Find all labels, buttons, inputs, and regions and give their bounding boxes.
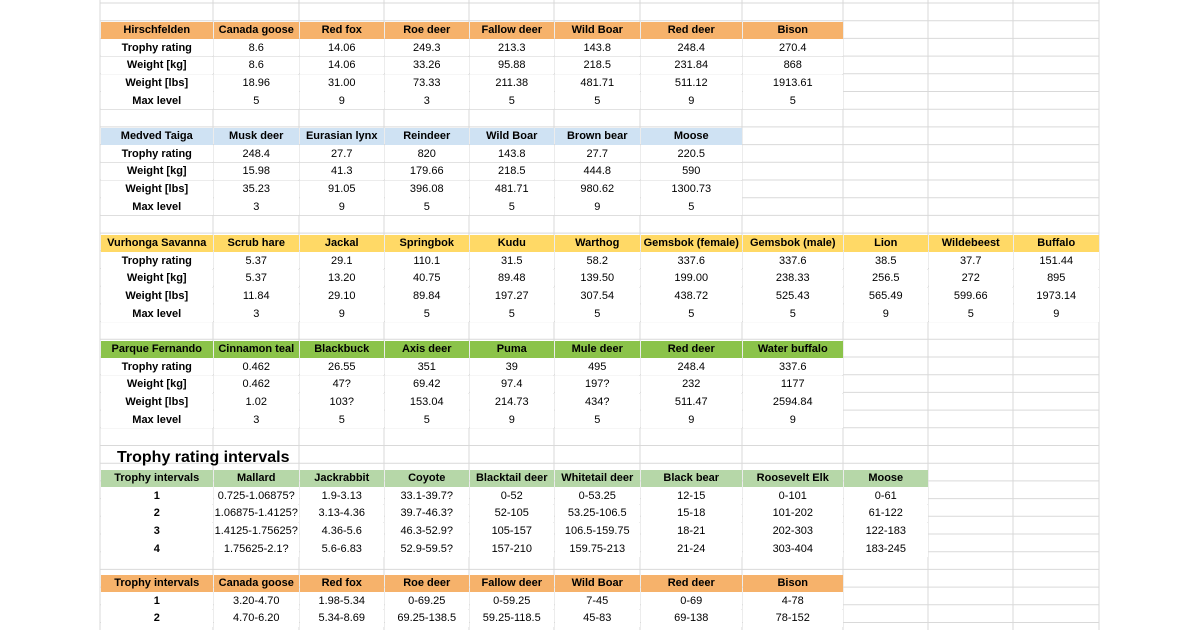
vurhonga-savanna-value-cell: 139.50 <box>555 270 641 287</box>
parque-fernando-value-cell: 9 <box>641 411 743 428</box>
hirschfelden-value-cell: 14.06 <box>300 39 385 56</box>
hirschfelden-value-cell: 9 <box>641 92 743 109</box>
vurhonga-savanna-value-cell: 5.37 <box>214 270 300 287</box>
parque-fernando-value-cell: 47? <box>300 376 385 393</box>
parque-fernando-value-cell: 434? <box>555 394 641 411</box>
medved-taiga-header-cell: Wild Boar <box>470 128 555 145</box>
parque-fernando-header-cell: Red deer <box>641 341 743 358</box>
intervals-layton-value-cell: 1.9-3.13 <box>300 487 385 504</box>
intervals-layton-value-cell: 52.9-59.5? <box>385 540 470 557</box>
intervals-hirschfelden-value-cell: 7-45 <box>555 592 641 609</box>
intervals-layton-header-cell: Moose <box>844 470 929 487</box>
hirschfelden-value-cell: 5 <box>214 92 300 109</box>
intervals-hirschfelden-value-cell: 69.25-138.5 <box>385 610 470 627</box>
medved-taiga-value-cell: 9 <box>555 198 641 215</box>
hirschfelden-value-cell: 868 <box>743 57 844 74</box>
intervals-layton-value-cell: 3.13-4.36 <box>300 505 385 522</box>
hirschfelden-value-cell: 211.38 <box>470 75 555 92</box>
vurhonga-savanna-header-cell: Lion <box>844 235 929 252</box>
medved-taiga-row-label: Weight [kg] <box>101 163 214 180</box>
parque-fernando-header-cell: Water buffalo <box>743 341 844 358</box>
intervals-layton-value-cell: 105-157 <box>470 523 555 540</box>
medved-taiga-value-cell: 248.4 <box>214 145 300 162</box>
intervals-layton-row-label: 1 <box>101 487 214 504</box>
intervals-hirschfelden-header-cell: Bison <box>743 575 844 592</box>
intervals-layton-value-cell: 39.7-46.3? <box>385 505 470 522</box>
hirschfelden-value-cell: 270.4 <box>743 39 844 56</box>
vurhonga-savanna-row-label: Weight [lbs] <box>101 288 214 305</box>
hirschfelden-value-cell: 3 <box>385 92 470 109</box>
intervals-layton-value-cell: 0-53.25 <box>555 487 641 504</box>
vurhonga-savanna-value-cell: 89.48 <box>470 270 555 287</box>
medved-taiga-value-cell: 41.3 <box>300 163 385 180</box>
intervals-layton-value-cell: 159.75-213 <box>555 540 641 557</box>
intervals-hirschfelden-header-cell: Red deer <box>641 575 743 592</box>
parque-fernando-header-cell: Puma <box>470 341 555 358</box>
intervals-hirschfelden-value-cell: 4.70-6.20 <box>214 610 300 627</box>
intervals-hirschfelden-value-cell: 78-152 <box>743 610 844 627</box>
parque-fernando-value-cell: 232 <box>641 376 743 393</box>
vurhonga-savanna-value-cell: 197.27 <box>470 288 555 305</box>
vurhonga-savanna-value-cell: 151.44 <box>1014 252 1100 269</box>
hirschfelden-value-cell: 14.06 <box>300 57 385 74</box>
vurhonga-savanna-value-cell: 110.1 <box>385 252 470 269</box>
hirschfelden-value-cell: 33.26 <box>385 57 470 74</box>
intervals-layton-value-cell: 0-101 <box>743 487 844 504</box>
intervals-hirschfelden-value-cell: 3.20-4.70 <box>214 592 300 609</box>
parque-fernando-row-label: Weight [kg] <box>101 376 214 393</box>
intervals-layton-value-cell: 1.06875-1.4125? <box>214 505 300 522</box>
medved-taiga-value-cell: 3 <box>214 198 300 215</box>
intervals-layton-value-cell: 157-210 <box>470 540 555 557</box>
medved-taiga-value-cell: 179.66 <box>385 163 470 180</box>
hirschfelden-value-cell: 1913.61 <box>743 75 844 92</box>
intervals-hirschfelden-value-cell: 59.25-118.5 <box>470 610 555 627</box>
parque-fernando-header-cell: Blackbuck <box>300 341 385 358</box>
parque-fernando-value-cell: 5 <box>385 411 470 428</box>
vurhonga-savanna-value-cell: 37.7 <box>929 252 1014 269</box>
medved-taiga-value-cell: 220.5 <box>641 145 743 162</box>
vurhonga-savanna-value-cell: 256.5 <box>844 270 929 287</box>
vurhonga-savanna-value-cell: 58.2 <box>555 252 641 269</box>
intervals-layton-value-cell: 202-303 <box>743 523 844 540</box>
medved-taiga-value-cell: 980.62 <box>555 181 641 198</box>
intervals-hirschfelden-header-cell: Fallow deer <box>470 575 555 592</box>
parque-fernando-value-cell: 5 <box>555 411 641 428</box>
medved-taiga-header-cell: Eurasian lynx <box>300 128 385 145</box>
parque-fernando-value-cell: 1.02 <box>214 394 300 411</box>
medved-taiga-value-cell: 27.7 <box>555 145 641 162</box>
medved-taiga-value-cell: 481.71 <box>470 181 555 198</box>
hirschfelden-value-cell: 9 <box>300 92 385 109</box>
vurhonga-savanna-value-cell: 895 <box>1014 270 1100 287</box>
vurhonga-savanna-value-cell: 599.66 <box>929 288 1014 305</box>
hirschfelden-value-cell: 249.3 <box>385 39 470 56</box>
vurhonga-savanna-value-cell: 13.20 <box>300 270 385 287</box>
hirschfelden-header-cell: Red deer <box>641 22 743 39</box>
hirschfelden-value-cell: 511.12 <box>641 75 743 92</box>
intervals-hirschfelden-header-cell: Wild Boar <box>555 575 641 592</box>
parque-fernando-value-cell: 9 <box>470 411 555 428</box>
vurhonga-savanna-row-label: Weight [kg] <box>101 270 214 287</box>
vurhonga-savanna-value-cell: 9 <box>844 305 929 322</box>
parque-fernando-row-label: Trophy rating <box>101 358 214 375</box>
hirschfelden-value-cell: 5 <box>555 92 641 109</box>
vurhonga-savanna-value-cell: 40.75 <box>385 270 470 287</box>
medved-taiga-value-cell: 590 <box>641 163 743 180</box>
parque-fernando-header-cell: Axis deer <box>385 341 470 358</box>
hirschfelden-value-cell: 231.84 <box>641 57 743 74</box>
intervals-layton-title-cell: Trophy intervals <box>101 470 214 487</box>
intervals-layton-row-label: 2 <box>101 505 214 522</box>
parque-fernando-value-cell: 0.462 <box>214 358 300 375</box>
intervals-layton-value-cell: 61-122 <box>844 505 929 522</box>
parque-fernando-header-cell: Cinnamon teal <box>214 341 300 358</box>
parque-fernando-header-cell: Mule deer <box>555 341 641 358</box>
hirschfelden-value-cell: 143.8 <box>555 39 641 56</box>
hirschfelden-value-cell: 73.33 <box>385 75 470 92</box>
medved-taiga-row-label: Trophy rating <box>101 145 214 162</box>
medved-taiga-header-cell: Moose <box>641 128 743 145</box>
hirschfelden-value-cell: 5 <box>743 92 844 109</box>
medved-taiga-value-cell: 9 <box>300 198 385 215</box>
vurhonga-savanna-value-cell: 5 <box>555 305 641 322</box>
intervals-hirschfelden-row-label: 2 <box>101 610 214 627</box>
intervals-layton-value-cell: 53.25-106.5 <box>555 505 641 522</box>
vurhonga-savanna-value-cell: 89.84 <box>385 288 470 305</box>
medved-taiga-header-cell: Reindeer <box>385 128 470 145</box>
hirschfelden-value-cell: 481.71 <box>555 75 641 92</box>
intervals-layton-row-label: 3 <box>101 523 214 540</box>
intervals-layton-value-cell: 4.36-5.6 <box>300 523 385 540</box>
medved-taiga-value-cell: 5 <box>641 198 743 215</box>
vurhonga-savanna-value-cell: 307.54 <box>555 288 641 305</box>
intervals-layton-value-cell: 183-245 <box>844 540 929 557</box>
parque-fernando-value-cell: 495 <box>555 358 641 375</box>
intervals-layton-value-cell: 0-52 <box>470 487 555 504</box>
vurhonga-savanna-header-cell: Springbok <box>385 235 470 252</box>
intervals-layton-header-cell: Black bear <box>641 470 743 487</box>
medved-taiga-row-label: Weight [lbs] <box>101 181 214 198</box>
vurhonga-savanna-row-label: Max level <box>101 305 214 322</box>
parque-fernando-value-cell: 5 <box>300 411 385 428</box>
hirschfelden-value-cell: 31.00 <box>300 75 385 92</box>
intervals-layton-value-cell: 12-15 <box>641 487 743 504</box>
intervals-hirschfelden-value-cell: 5.34-8.69 <box>300 610 385 627</box>
medved-taiga-value-cell: 218.5 <box>470 163 555 180</box>
vurhonga-savanna-value-cell: 5 <box>470 305 555 322</box>
hirschfelden-header-cell: Bison <box>743 22 844 39</box>
parque-fernando-value-cell: 26.55 <box>300 358 385 375</box>
intervals-hirschfelden-header-cell: Red fox <box>300 575 385 592</box>
hirschfelden-row-label: Weight [lbs] <box>101 75 214 92</box>
medved-taiga-value-cell: 15.98 <box>214 163 300 180</box>
intervals-layton-value-cell: 0.725-1.06875? <box>214 487 300 504</box>
intervals-layton-value-cell: 18-21 <box>641 523 743 540</box>
intervals-hirschfelden-header-cell: Canada goose <box>214 575 300 592</box>
intervals-hirschfelden-value-cell: 0-69.25 <box>385 592 470 609</box>
intervals-layton-value-cell: 33.1-39.7? <box>385 487 470 504</box>
vurhonga-savanna-value-cell: 337.6 <box>743 252 844 269</box>
parque-fernando-value-cell: 0.462 <box>214 376 300 393</box>
medved-taiga-row-label: Max level <box>101 198 214 215</box>
intervals-hirschfelden-value-cell: 45-83 <box>555 610 641 627</box>
vurhonga-savanna-value-cell: 272 <box>929 270 1014 287</box>
vurhonga-savanna-value-cell: 29.1 <box>300 252 385 269</box>
parque-fernando-value-cell: 337.6 <box>743 358 844 375</box>
intervals-layton-header-cell: Jackrabbit <box>300 470 385 487</box>
vurhonga-savanna-header-cell: Warthog <box>555 235 641 252</box>
hirschfelden-header-cell: Red fox <box>300 22 385 39</box>
intervals-layton-value-cell: 5.6-6.83 <box>300 540 385 557</box>
medved-taiga-value-cell: 143.8 <box>470 145 555 162</box>
hirschfelden-title-cell: Hirschfelden <box>101 22 214 39</box>
medved-taiga-value-cell: 820 <box>385 145 470 162</box>
vurhonga-savanna-header-cell: Scrub hare <box>214 235 300 252</box>
parque-fernando-value-cell: 197? <box>555 376 641 393</box>
parque-fernando-value-cell: 351 <box>385 358 470 375</box>
vurhonga-savanna-value-cell: 525.43 <box>743 288 844 305</box>
hirschfelden-value-cell: 8.6 <box>214 57 300 74</box>
vurhonga-savanna-value-cell: 38.5 <box>844 252 929 269</box>
parque-fernando-value-cell: 2594.84 <box>743 394 844 411</box>
hirschfelden-header-cell: Canada goose <box>214 22 300 39</box>
intervals-section-title: Trophy rating intervals <box>117 449 290 466</box>
hirschfelden-header-cell: Roe deer <box>385 22 470 39</box>
hirschfelden-row-label: Weight [kg] <box>101 57 214 74</box>
hirschfelden-header-cell: Wild Boar <box>555 22 641 39</box>
medved-taiga-title-cell: Medved Taiga <box>101 128 214 145</box>
hirschfelden-header-cell: Fallow deer <box>470 22 555 39</box>
intervals-layton-header-cell: Coyote <box>385 470 470 487</box>
vurhonga-savanna-value-cell: 5 <box>385 305 470 322</box>
vurhonga-savanna-header-cell: Gemsbok (male) <box>743 235 844 252</box>
intervals-layton-value-cell: 122-183 <box>844 523 929 540</box>
medved-taiga-value-cell: 396.08 <box>385 181 470 198</box>
parque-fernando-value-cell: 97.4 <box>470 376 555 393</box>
intervals-hirschfelden-title-cell: Trophy intervals <box>101 575 214 592</box>
vurhonga-savanna-value-cell: 238.33 <box>743 270 844 287</box>
vurhonga-savanna-value-cell: 9 <box>300 305 385 322</box>
intervals-layton-value-cell: 101-202 <box>743 505 844 522</box>
parque-fernando-value-cell: 3 <box>214 411 300 428</box>
intervals-layton-value-cell: 15-18 <box>641 505 743 522</box>
vurhonga-savanna-value-cell: 565.49 <box>844 288 929 305</box>
parque-fernando-row-label: Max level <box>101 411 214 428</box>
intervals-layton-value-cell: 46.3-52.9? <box>385 523 470 540</box>
parque-fernando-value-cell: 69.42 <box>385 376 470 393</box>
parque-fernando-value-cell: 153.04 <box>385 394 470 411</box>
vurhonga-savanna-value-cell: 1973.14 <box>1014 288 1100 305</box>
intervals-layton-row-label: 4 <box>101 540 214 557</box>
vurhonga-savanna-value-cell: 3 <box>214 305 300 322</box>
intervals-layton-header-cell: Whitetail deer <box>555 470 641 487</box>
hirschfelden-value-cell: 8.6 <box>214 39 300 56</box>
medved-taiga-value-cell: 444.8 <box>555 163 641 180</box>
medved-taiga-value-cell: 35.23 <box>214 181 300 198</box>
vurhonga-savanna-value-cell: 337.6 <box>641 252 743 269</box>
vurhonga-savanna-title-cell: Vurhonga Savanna <box>101 235 214 252</box>
vurhonga-savanna-header-cell: Gemsbok (female) <box>641 235 743 252</box>
intervals-layton-value-cell: 1.4125-1.75625? <box>214 523 300 540</box>
intervals-layton-value-cell: 106.5-159.75 <box>555 523 641 540</box>
vurhonga-savanna-value-cell: 31.5 <box>470 252 555 269</box>
parque-fernando-value-cell: 511.47 <box>641 394 743 411</box>
intervals-layton-value-cell: 21-24 <box>641 540 743 557</box>
hirschfelden-value-cell: 213.3 <box>470 39 555 56</box>
parque-fernando-value-cell: 248.4 <box>641 358 743 375</box>
parque-fernando-title-cell: Parque Fernando <box>101 341 214 358</box>
intervals-hirschfelden-value-cell: 0-69 <box>641 592 743 609</box>
medved-taiga-value-cell: 1300.73 <box>641 181 743 198</box>
vurhonga-savanna-value-cell: 9 <box>1014 305 1100 322</box>
intervals-hirschfelden-value-cell: 1.98-5.34 <box>300 592 385 609</box>
medved-taiga-header-cell: Brown bear <box>555 128 641 145</box>
parque-fernando-value-cell: 214.73 <box>470 394 555 411</box>
medved-taiga-value-cell: 27.7 <box>300 145 385 162</box>
hirschfelden-row-label: Max level <box>101 92 214 109</box>
parque-fernando-value-cell: 39 <box>470 358 555 375</box>
intervals-hirschfelden-header-cell: Roe deer <box>385 575 470 592</box>
intervals-layton-header-cell: Mallard <box>214 470 300 487</box>
vurhonga-savanna-value-cell: 5 <box>743 305 844 322</box>
medved-taiga-value-cell: 91.05 <box>300 181 385 198</box>
hirschfelden-value-cell: 218.5 <box>555 57 641 74</box>
parque-fernando-value-cell: 1177 <box>743 376 844 393</box>
vurhonga-savanna-header-cell: Kudu <box>470 235 555 252</box>
intervals-hirschfelden-value-cell: 69-138 <box>641 610 743 627</box>
intervals-hirschfelden-value-cell: 4-78 <box>743 592 844 609</box>
medved-taiga-value-cell: 5 <box>470 198 555 215</box>
hirschfelden-row-label: Trophy rating <box>101 39 214 56</box>
hirschfelden-value-cell: 248.4 <box>641 39 743 56</box>
hirschfelden-value-cell: 95.88 <box>470 57 555 74</box>
intervals-hirschfelden-value-cell: 0-59.25 <box>470 592 555 609</box>
intervals-layton-value-cell: 0-61 <box>844 487 929 504</box>
vurhonga-savanna-value-cell: 199.00 <box>641 270 743 287</box>
medved-taiga-header-cell: Musk deer <box>214 128 300 145</box>
vurhonga-savanna-value-cell: 11.84 <box>214 288 300 305</box>
vurhonga-savanna-value-cell: 5.37 <box>214 252 300 269</box>
vurhonga-savanna-value-cell: 5 <box>929 305 1014 322</box>
vurhonga-savanna-row-label: Trophy rating <box>101 252 214 269</box>
parque-fernando-row-label: Weight [lbs] <box>101 394 214 411</box>
vurhonga-savanna-value-cell: 438.72 <box>641 288 743 305</box>
vurhonga-savanna-header-cell: Wildebeest <box>929 235 1014 252</box>
vurhonga-savanna-header-cell: Jackal <box>300 235 385 252</box>
intervals-hirschfelden-row-label: 1 <box>101 592 214 609</box>
hirschfelden-value-cell: 18.96 <box>214 75 300 92</box>
medved-taiga-value-cell: 5 <box>385 198 470 215</box>
parque-fernando-value-cell: 9 <box>743 411 844 428</box>
intervals-layton-header-cell: Blacktail deer <box>470 470 555 487</box>
intervals-layton-value-cell: 52-105 <box>470 505 555 522</box>
vurhonga-savanna-value-cell: 5 <box>641 305 743 322</box>
intervals-layton-header-cell: Roosevelt Elk <box>743 470 844 487</box>
parque-fernando-value-cell: 103? <box>300 394 385 411</box>
vurhonga-savanna-header-cell: Buffalo <box>1014 235 1100 252</box>
vurhonga-savanna-value-cell: 29.10 <box>300 288 385 305</box>
hirschfelden-value-cell: 5 <box>470 92 555 109</box>
intervals-layton-value-cell: 1.75625-2.1? <box>214 540 300 557</box>
intervals-layton-value-cell: 303-404 <box>743 540 844 557</box>
